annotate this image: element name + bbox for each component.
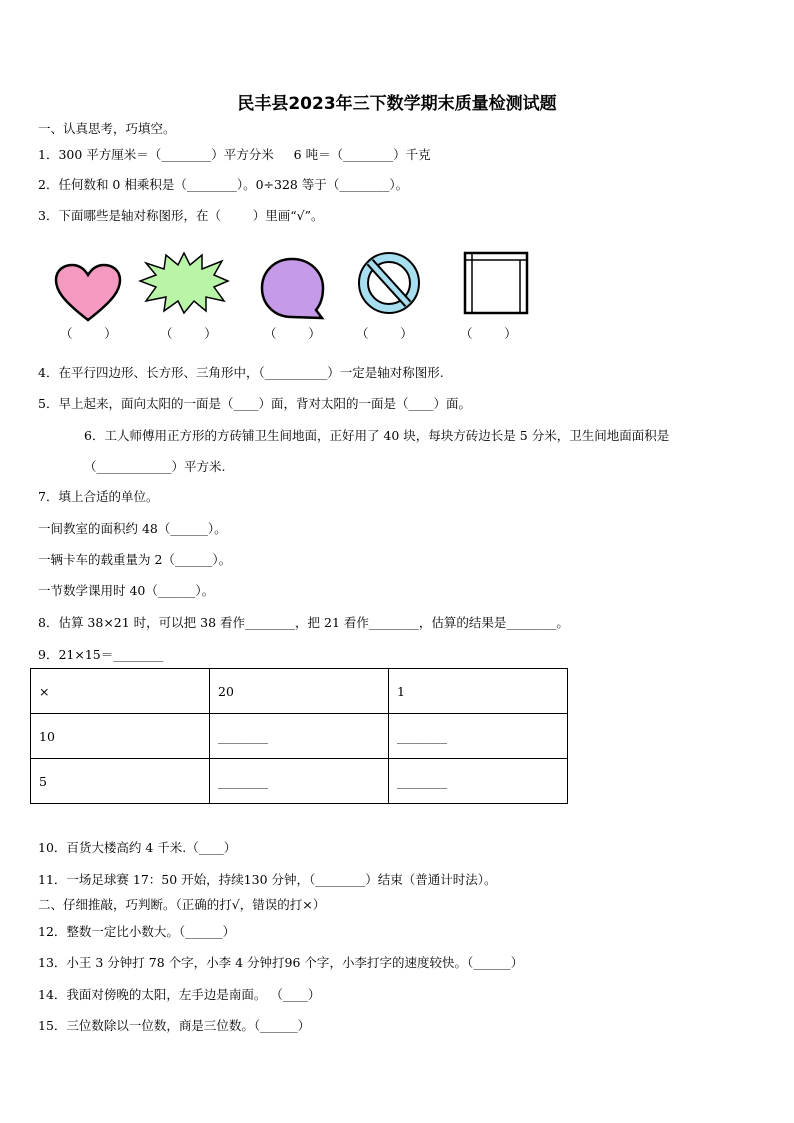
question-12: 12．整数一定比小数大。（______） bbox=[38, 924, 236, 939]
table-cell: 20 bbox=[210, 669, 389, 714]
answer-paren-star[interactable]: （ ） bbox=[160, 326, 217, 341]
starburst-icon bbox=[138, 251, 230, 315]
table-cell: 10 bbox=[31, 714, 210, 759]
answer-paren-heart[interactable]: （ ） bbox=[60, 326, 117, 341]
question-4: 4．在平行四边形、长方形、三角形中，（__________）一定是轴对称图形. bbox=[38, 365, 444, 380]
question-3: 3．下面哪些是轴对称图形，在（ ）里画“√”。 bbox=[38, 208, 324, 223]
question-5: 5．早上起来，面向太阳的一面是（____）面，背对太阳的一面是（____）面。 bbox=[38, 396, 471, 411]
table-cell: 5 bbox=[31, 759, 210, 804]
question-7-item-2: 一辆卡车的载重量为 2（______）。 bbox=[38, 552, 232, 567]
question-6-part-a: 6．工人师傅用正方形的方砖铺卫生间地面，正好用了 40 块，每块方砖边长是 5 分米，卫生间地面面积是 bbox=[84, 428, 670, 443]
table-row bbox=[31, 669, 568, 714]
table-cell: 1 bbox=[389, 669, 568, 714]
section-heading-1: 一、认真思考，巧填空。 bbox=[38, 121, 176, 136]
question-7: 7．填上合适的单位。 bbox=[38, 489, 159, 504]
no-sign-icon bbox=[356, 250, 422, 316]
answer-paren-square[interactable]: （ ） bbox=[460, 326, 517, 341]
speech-bubble-icon bbox=[258, 256, 328, 322]
table-row bbox=[31, 714, 568, 759]
question-13: 13．小王 3 分钟打 78 个字，小李 4 分钟打96 个字，小李打字的速度较快。（______） bbox=[38, 955, 524, 970]
table-cell-blank[interactable]: ________ bbox=[389, 759, 568, 804]
question-11: 11．一场足球赛 17：50 开始，持续130 分钟，（________）结束（普通计时法）。 bbox=[38, 872, 497, 887]
table-cell-blank[interactable]: ________ bbox=[210, 714, 389, 759]
multiplication-table bbox=[30, 668, 568, 804]
table-cell: × bbox=[31, 669, 210, 714]
square-frame-icon bbox=[462, 250, 532, 316]
table-cell-blank[interactable]: ________ bbox=[389, 714, 568, 759]
heart-icon bbox=[52, 262, 124, 324]
question-8: 8．估算 38×21 时，可以把 38 看作________，把 21 看作________，估算的结果是________。 bbox=[38, 615, 569, 630]
answer-paren-bubble[interactable]: （ ） bbox=[264, 326, 321, 341]
answer-paren-nosign[interactable]: （ ） bbox=[356, 326, 413, 341]
question-14: 14．我面对傍晚的太阳，左手边是南面。 （____） bbox=[38, 987, 321, 1002]
question-10: 10．百货大楼高约 4 千米.（____） bbox=[38, 840, 237, 855]
question-15: 15．三位数除以一位数，商是三位数。（______） bbox=[38, 1018, 311, 1033]
question-2: 2．任何数和 0 相乘积是（________）。0÷328 等于（________）。 bbox=[38, 177, 409, 192]
page-title: 民丰县2023年三下数学期末质量检测试题 bbox=[237, 94, 557, 114]
question-6-part-b: （____________）平方米. bbox=[84, 459, 226, 474]
question-7-item-3: 一节数学课用时 40（______）。 bbox=[38, 583, 215, 598]
table-cell-blank[interactable]: ________ bbox=[210, 759, 389, 804]
table-row bbox=[31, 759, 568, 804]
question-1: 1．300 平方厘米＝（________）平方分米 6 吨＝（________）千克 bbox=[38, 147, 431, 162]
section-heading-2: 二、仔细推敲，巧判断。（正确的打√，错误的打×） bbox=[38, 897, 326, 912]
question-9: 9．21×15＝________ bbox=[38, 647, 164, 662]
question-7-item-1: 一间教室的面积约 48（______）。 bbox=[38, 521, 227, 536]
